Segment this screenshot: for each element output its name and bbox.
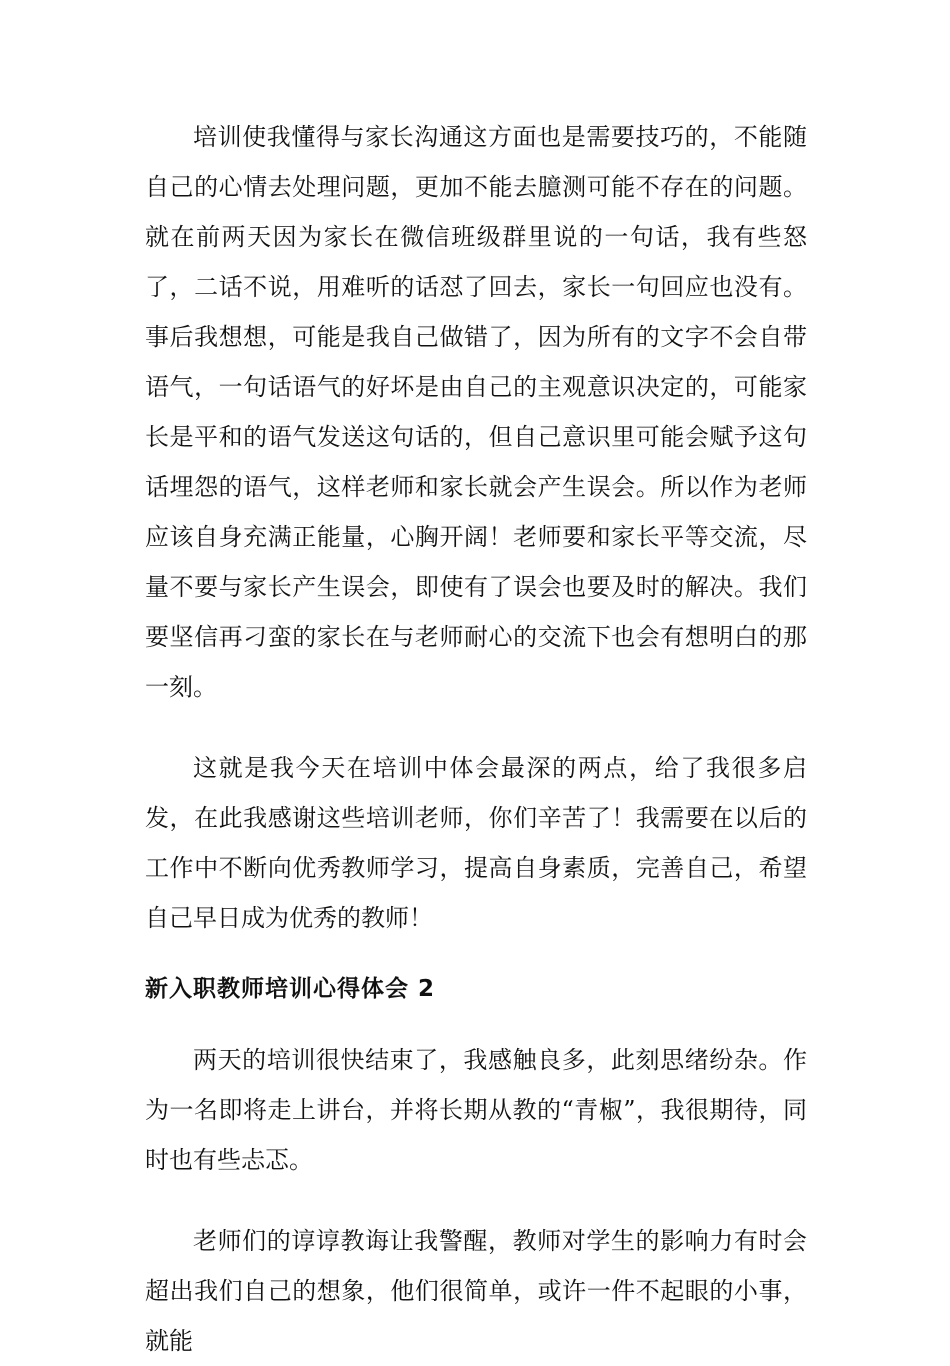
paragraph-training-ended: 两天的培训很快结束了，我感触良多，此刻思绪纷杂。作为一名即将走上讲台，并将长期从教的“青椒”，我很期待，同时也有些忐忑。	[145, 1046, 807, 1174]
section-heading: 新入职教师培训心得体会 2	[145, 976, 436, 1002]
document-body	[145, 112, 807, 1366]
paragraph-teacher-influence: 老师们的谆谆教诲让我警醒，教师对学生的影响力有时会超出我们自己的想象，他们很简单，或许一件不起眼的小事，就能	[145, 1227, 807, 1355]
paragraph-parent-communication: 培训使我懂得与家长沟通这方面也是需要技巧的，不能随自己的心情去处理问题，更加不能去臆测可能不存在的问题。就在前两天因为家长在微信班级群里说的一句话，我有些怒了，二话不说，用难听的话怼了回去，家长一句回应也没有。事后我想想，可能是我自己做错了，因为所有的文字不会自带语气，一句话语气的好坏是由自己的主观意识决定的，可能家长是平和的语气发送这句话的，但自己意识里可能会赋予这句话埋怨的语气，这样老师和家长就会产生误会。所以作为老师应该自身充满正能量，心胸开阔！老师要和家长平等交流，尽量不要与家长产生误会，即使有了误会也要及时的解决。我们要坚信再刁蛮的家长在与老师耐心的交流下也会有想明白的那一刻。	[145, 123, 807, 701]
paragraph-training-reflection: 这就是我今天在培训中体会最深的两点，给了我很多启发，在此我感谢这些培训老师，你们辛苦了！我需要在以后的工作中不断向优秀教师学习，提高自身素质，完善自己，希望自己早日成为优秀的教师！	[145, 754, 807, 932]
